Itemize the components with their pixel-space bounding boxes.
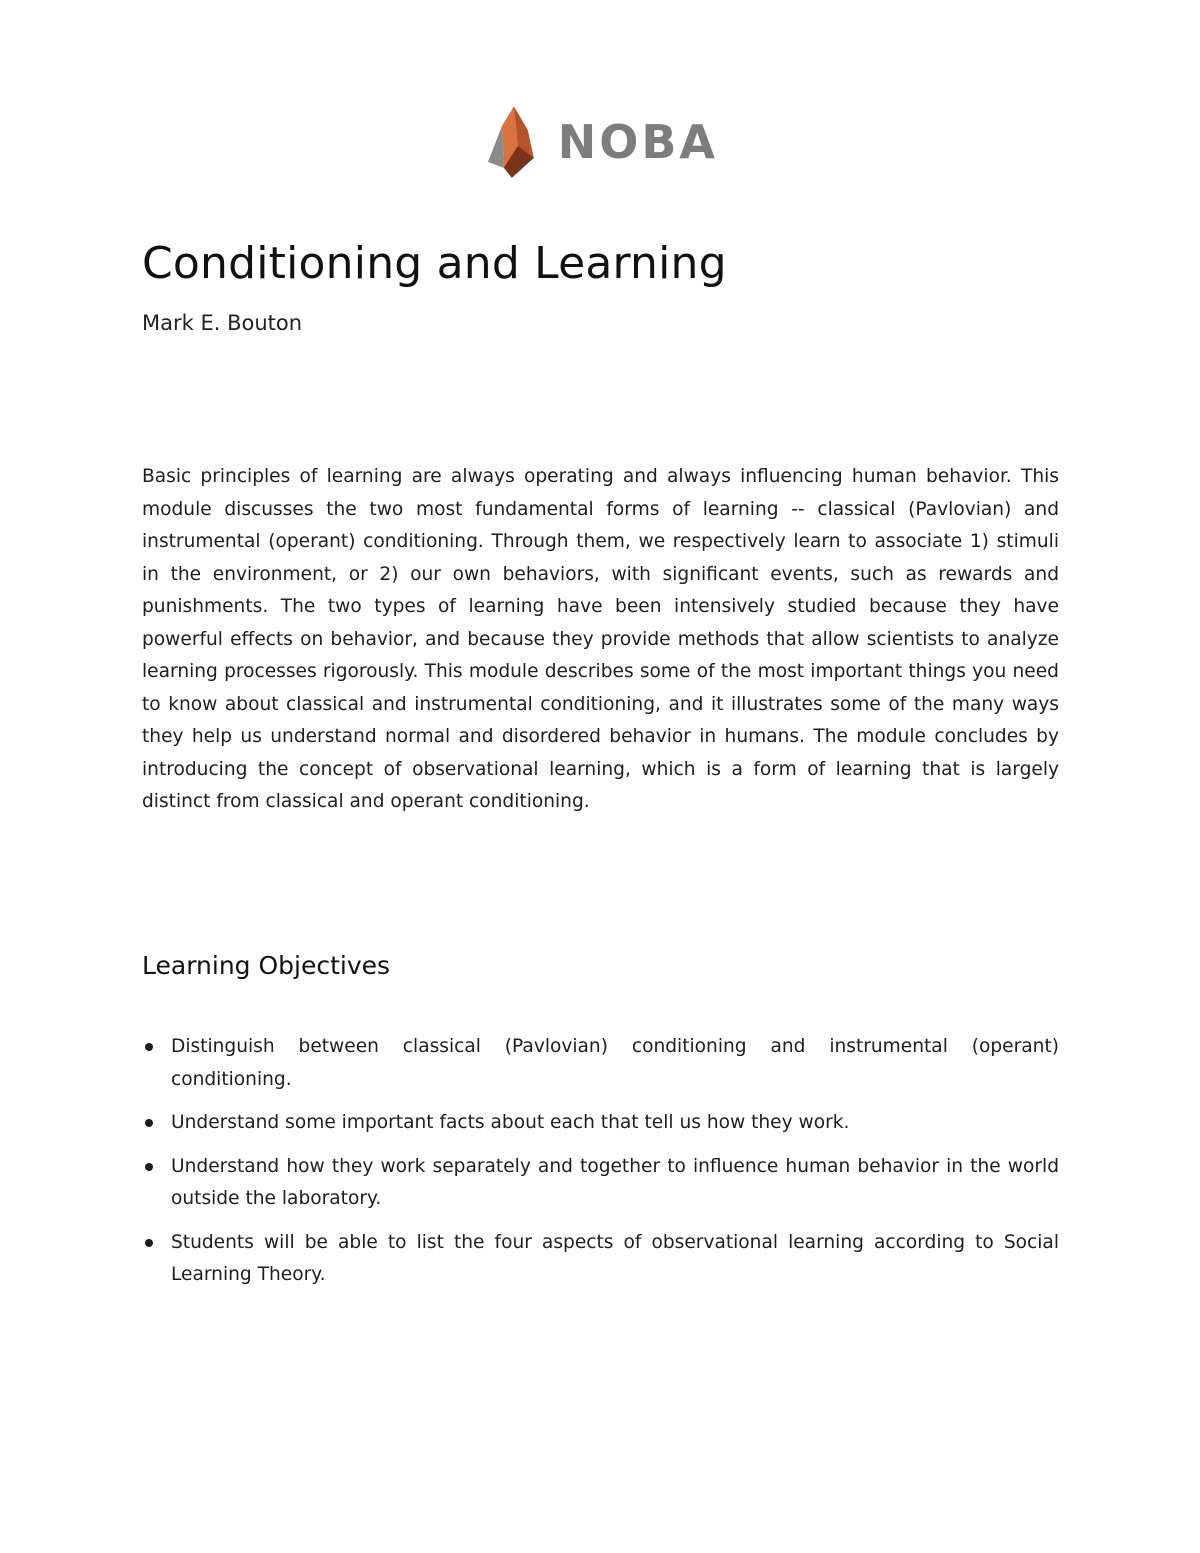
bullet-icon bbox=[145, 1119, 153, 1127]
list-item bbox=[142, 1227, 1059, 1292]
list-item-text: Understand how they work separately and together to influence human behavior in the world outside the laboratory. bbox=[171, 1155, 1059, 1209]
list-item bbox=[142, 1107, 1059, 1140]
list-item bbox=[142, 1031, 1059, 1096]
list-item bbox=[142, 1151, 1059, 1216]
list-item-text: Distinguish between classical (Pavlovian) conditioning and instrumental (operant) conditioning. bbox=[171, 1036, 1059, 1090]
learning-objectives-list bbox=[142, 1031, 1059, 1303]
list-item-text: Understand some important facts about each that tell us how they work. bbox=[171, 1112, 850, 1133]
logo-wordmark: NOBA bbox=[557, 115, 718, 169]
abstract-paragraph: Basic principles of learning are always operating and always influencing human behavior. This module discusses the two most fundamental forms of learning -- classical (Pavlovian) and instrumental (operant) conditioning. Through them, we respectively learn to associate 1) stimuli in the environment, or 2) our own behaviors, with significant events, such as rewards and punishments. The two types of learning have been intensively studied because they have powerful effects on behavior, and because they provide methods that allow scientists to analyze learning processes rigorously. This module describes some of the most important things you need to know about classical and instrumental conditioning, and it illustrates some of the many ways they help us understand normal and disordered behavior in humans. The module concludes by introducing the concept of observational learning, which is a form of learning that is largely distinct from classical and operant conditioning. bbox=[142, 466, 1059, 812]
bullet-icon bbox=[145, 1163, 153, 1171]
bullet-icon bbox=[145, 1239, 153, 1247]
document-title: Conditioning and Learning bbox=[142, 238, 727, 289]
learning-objectives-heading: Learning Objectives bbox=[142, 951, 391, 980]
bullet-icon bbox=[145, 1043, 153, 1051]
noba-logo bbox=[488, 104, 718, 180]
noba-flame-icon bbox=[488, 106, 538, 178]
author-name: Mark E. Bouton bbox=[142, 311, 303, 335]
list-item-text: Students will be able to list the four aspects of observational learning according to Social Learning Theory. bbox=[171, 1231, 1059, 1285]
